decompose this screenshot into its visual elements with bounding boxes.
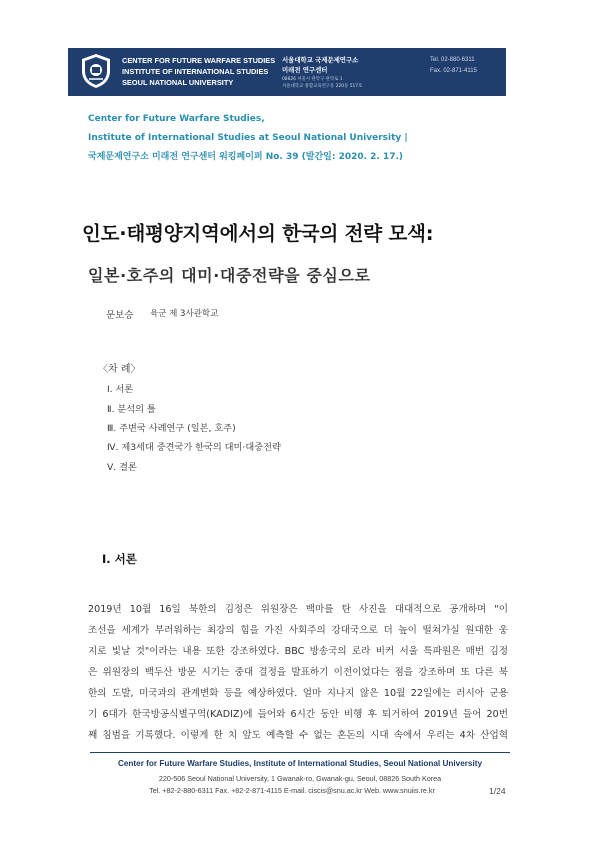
footer-title: Center for Future Warfare Studies, Institute of International Studies, Seoul National University (117, 759, 483, 768)
header-ko-center: 미래전 연구센터 (282, 66, 328, 74)
header-ko-address-1: 08826 서울시 관악구 관악로 1 (282, 77, 343, 82)
footer-divider (90, 752, 510, 753)
header-en-line-1: CENTER FOR FUTURE WARFARE STUDIES (122, 56, 276, 65)
header-ko-institute: 서울대학교 국제문제연구소 (282, 56, 359, 64)
header-en-line-2: INSTITUTE OF INTERNATIONAL STUDIES (122, 67, 269, 76)
source-line-2: Institute of International Studies at Seoul National University | (88, 133, 408, 143)
author-affiliation: 육군 제 3사관학교 (150, 309, 219, 319)
body-text-line: 지로 빛날 것"이라는 내용 또한 강조하였다. BBC 방송국의 로라 비커 서울 특파원은 매번 김정 (88, 646, 508, 657)
toc-item: Ⅲ. 주변국 사례연구 (일본, 호주) (107, 423, 236, 434)
toc-item: Ⅳ. 제3세대 중견국가 한국의 대미·대중전략 (107, 442, 281, 453)
footer-address: 220-506 Seoul National University, 1 Gwanak-ro, Gwanak-gu, Seoul, 08826 South Korea (158, 774, 442, 783)
body-text-line: 2019년 10월 16일 북한의 김정은 위원장은 백마를 탄 사진을 대대적으로 공개하며 "이 (88, 604, 508, 615)
author-name: 문보승 (106, 310, 134, 321)
page-number: 1/24 (489, 786, 506, 796)
toc-item: Ⅱ. 분석의 틀 (107, 404, 156, 415)
body-text-line: 째 침범을 기록했다. 이렇게 한 치 앞도 예측할 수 없는 혼돈의 시대 속에서 우리는 4차 산업혁 (88, 730, 508, 741)
source-line-1: Center for Future Warfare Studies, (88, 114, 265, 124)
paper-subtitle: 일본·호주의 대미·대중전략을 중심으로 (88, 266, 371, 285)
body-text-line: 은 위원장의 백두산 방문 시기는 중대 결정을 발표하기 이전이었다는 점을 강조하며 또 다른 북 (88, 667, 508, 678)
body-text-line: 조선을 세계가 부러워하는 최강의 힘을 가진 사회주의 강대국으로 더 높이 떨쳐가실 원대한 웅 (88, 625, 508, 636)
section-heading: Ⅰ. 서론 (102, 552, 137, 566)
header-en-line-3: SEOUL NATIONAL UNIVERSITY (122, 78, 234, 87)
source-line-3: 국제문제연구소 미래전 연구센터 워킹페이퍼 No. 39 (발간일: 2020. 2. 17.) (88, 152, 404, 162)
header-fax: Fax. 02-871-4115 (430, 68, 477, 74)
header-ko-address-2: 서울대학교 종합교육연구동 220동 517호 (282, 84, 363, 89)
toc-item: Ⅴ. 결론 (107, 462, 137, 473)
body-text-line: 기 6대가 한국방공식별구역(KADIZ)에 들어와 6시간 동안 비행 후 퇴거하여 2019년 들어 20번 (88, 709, 508, 720)
footer-contact: Tel. +82-2-880-6311 Fax. +82-2-871-4115 E-mail. ciscis@snu.ac.kr Web. www.snuiis.re.kr (149, 786, 435, 795)
paper-title: 인도·태평양지역에서의 한국의 전략 모색: (82, 222, 434, 245)
snu-logo-icon (80, 53, 112, 89)
header-tel: Tel. 02-880-6311 (430, 57, 475, 63)
toc-item: Ⅰ. 서론 (107, 384, 134, 395)
toc-title: 〈차 례〉 (98, 364, 141, 375)
body-text-line: 한의 도발, 미국과의 관계변화 등을 예상하였다. 얼마 지나지 않은 10월 22일에는 러시아 군용 (88, 688, 508, 699)
